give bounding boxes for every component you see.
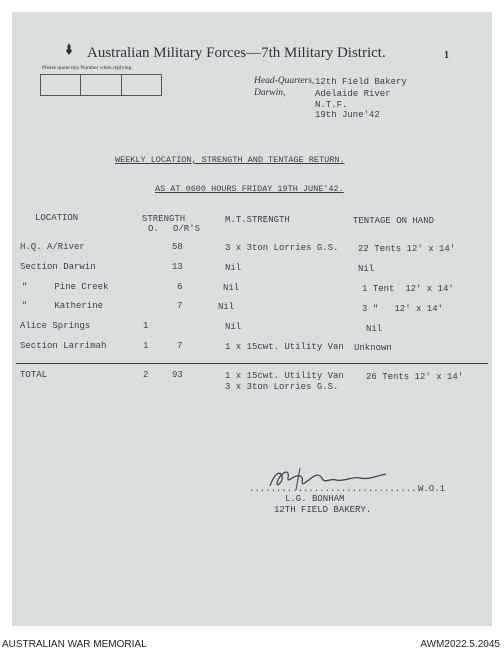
document-page [12, 12, 492, 626]
table-row-tentage: Nil [358, 264, 375, 274]
table-row-location: " Pine Creek [22, 282, 109, 292]
table-row-ors: 13 [172, 262, 183, 272]
total-label: TOTAL [20, 370, 48, 380]
hq-label: Head-Quarters, [254, 76, 315, 86]
table-row-mt: Nil [225, 322, 242, 332]
total-mt-line-2: 3 x 3ton Lorries G.S. [225, 382, 339, 392]
header-location: LOCATION [35, 213, 79, 223]
signatory-rank: W.O.1 [418, 484, 446, 494]
letterhead-title: Australian Military Forces—7th Military District. [87, 45, 386, 61]
quote-note: Please quote this Number when replying. [42, 65, 133, 71]
table-row-location: " Katherine [22, 301, 104, 311]
table-row-tentage: Nil [366, 324, 383, 334]
header-tentage: TENTAGE ON HAND [353, 216, 435, 226]
darwin-value: Adelaide River [315, 89, 391, 99]
table-row-ors: 6 [177, 282, 183, 292]
table-row-officers: 1 [143, 341, 149, 351]
table-row-location: Section Darwin [20, 262, 96, 272]
table-row-location: Alice Springs [20, 321, 91, 331]
footer-accession-number: AWM2022.5.2045 [420, 639, 500, 650]
table-row-mt: Nil [223, 283, 240, 293]
table-row-officers: 1 [143, 321, 149, 331]
table-row-location: H.Q. A/River [20, 242, 85, 252]
table-row-mt: 1 x 15cwt. Utility Van [225, 342, 344, 352]
total-mt-line-1: 1 x 15cwt. Utility Van [225, 371, 344, 381]
total-officers: 2 [143, 370, 149, 380]
signature-line: ................................ [249, 484, 422, 494]
header-mt-strength: M.T.STRENGTH [225, 215, 290, 225]
reference-number-boxes [40, 74, 162, 96]
table-row-tentage: 3 " 12' x 14' [362, 304, 444, 314]
header-ors: O/R'S [173, 224, 201, 234]
return-subtitle: AS AT 0600 HOURS FRIDAY 19TH JUNE'42. [155, 184, 344, 194]
hq-value: 12th Field Bakery [315, 77, 407, 87]
table-row-tentage: Unknown [354, 343, 392, 353]
table-row-tentage: 22 Tents 12' x 14' [358, 244, 456, 254]
table-row-location: Section Larrimah [20, 341, 107, 351]
letter-date: 19th June'42 [315, 110, 380, 120]
ntf-line: N.T.F. [315, 100, 348, 110]
total-divider [16, 363, 488, 364]
page-number: 1 [444, 50, 449, 61]
darwin-label: Darwin, [254, 88, 286, 98]
total-tentage: 26 Tents 12' x 14' [366, 372, 464, 382]
table-row-ors: 58 [172, 242, 183, 252]
header-officers: O. [148, 224, 159, 234]
return-title: WEEKLY LOCATION, STRENGTH AND TENTAGE RETURN. [115, 155, 345, 165]
table-row-mt: Nil [218, 302, 235, 312]
signatory-unit: 12TH FIELD BAKERY. [274, 505, 372, 515]
table-row-mt: Nil [225, 263, 242, 273]
table-row-tentage: 1 Tent 12' x 14' [362, 284, 454, 294]
header-strength: STRENGTH [142, 214, 186, 224]
total-ors: 93 [172, 370, 183, 380]
crest-icon [63, 42, 75, 56]
table-row-ors: 7 [177, 301, 183, 311]
footer-institution: AUSTRALIAN WAR MEMORIAL [2, 639, 147, 650]
signatory-name: L.G. BONHAM [285, 494, 345, 504]
table-row-mt: 3 x 3ton Lorries G.S. [225, 243, 339, 253]
table-row-ors: 7 [177, 341, 183, 351]
